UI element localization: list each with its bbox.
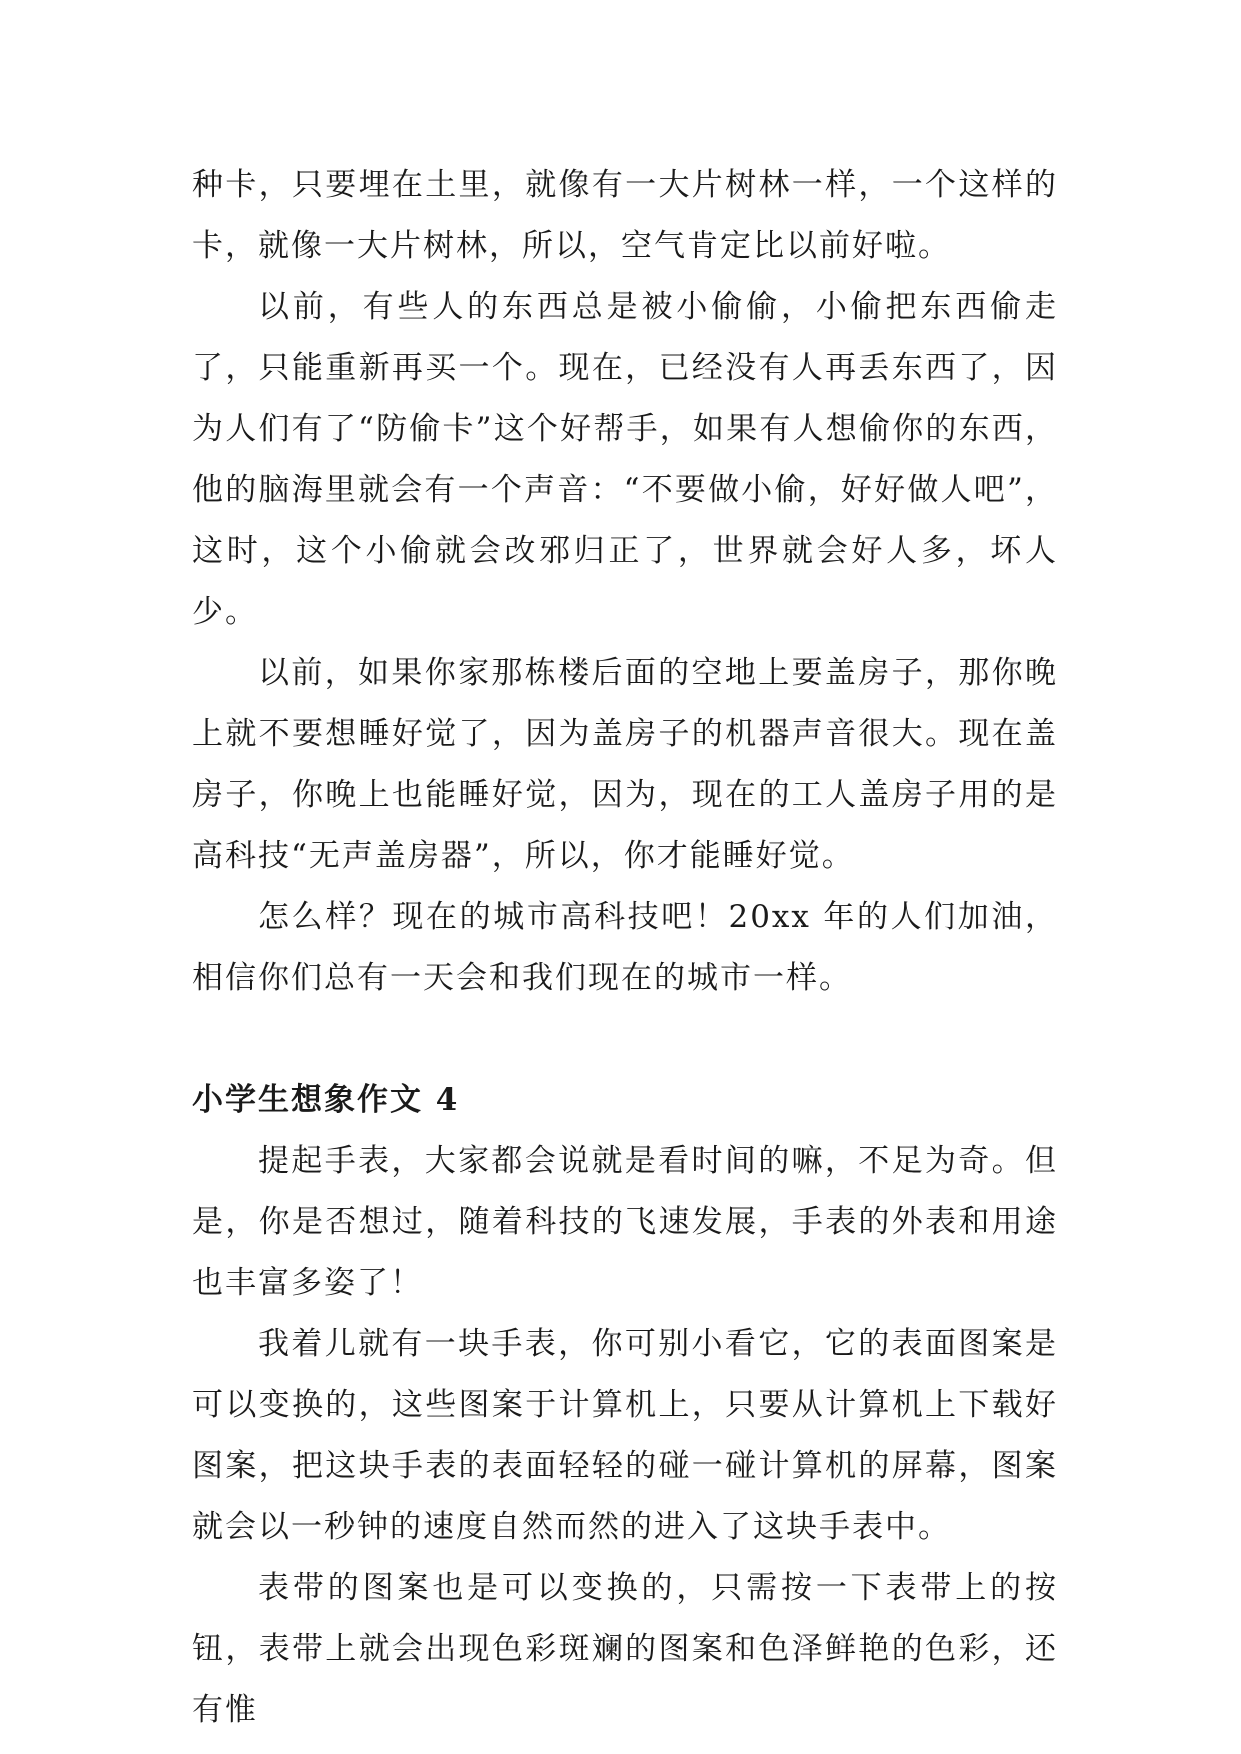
paragraph: 表带的图案也是可以变换的，只需按一下表带上的按钮，表带上就会出现色彩斑斓的图案和色泽鲜艳的色彩，还有惟 (192, 1570, 1058, 1728)
paragraph-continuation: 种卡，只要埋在土里，就像有一大片树林一样，一个这样的卡，就像一大片树林，所以，空气肯定比以前好啦。 (192, 167, 1058, 264)
paragraph: 我着儿就有一块手表，你可别小看它，它的表面图案是可以变换的，这些图案于计算机上，只要从计算机上下载好图案，把这块手表的表面轻轻的碰一碰计算机的屏幕，图案就会以一秒钟的速度自然而然的进入了这块手表中。 (192, 1326, 1058, 1545)
paragraph: 怎么样？现在的城市高科技吧！20xx 年的人们加油，相信你们总有一天会和我们现在的城市一样。 (192, 899, 1058, 996)
document-body (192, 155, 1058, 1741)
paragraph: 以前，如果你家那栋楼后面的空地上要盖房子，那你晚上就不要想睡好觉了，因为盖房子的机器声音很大。现在盖房子，你晚上也能睡好觉，因为，现在的工人盖房子用的是高科技“无声盖房器”，所以，你才能睡好觉。 (192, 655, 1058, 874)
section-heading: 小学生想象作文 4 (192, 1082, 460, 1118)
section-spacer (192, 1009, 1058, 1070)
paragraph: 以前，有些人的东西总是被小偷偷，小偷把东西偷走了，只能重新再买一个。现在，已经没有人再丢东西了，因为人们有了“防偷卡”这个好帮手，如果有人想偷你的东西，他的脑海里就会有一个声音：“不要做小偷，好好做人吧”，这时，这个小偷就会改邪归正了，世界就会好人多，坏人少。 (192, 289, 1058, 630)
paragraph: 提起手表，大家都会说就是看时间的嘛，不足为奇。但是，你是否想过，随着科技的飞速发展，手表的外表和用途也丰富多姿了！ (192, 1143, 1058, 1301)
